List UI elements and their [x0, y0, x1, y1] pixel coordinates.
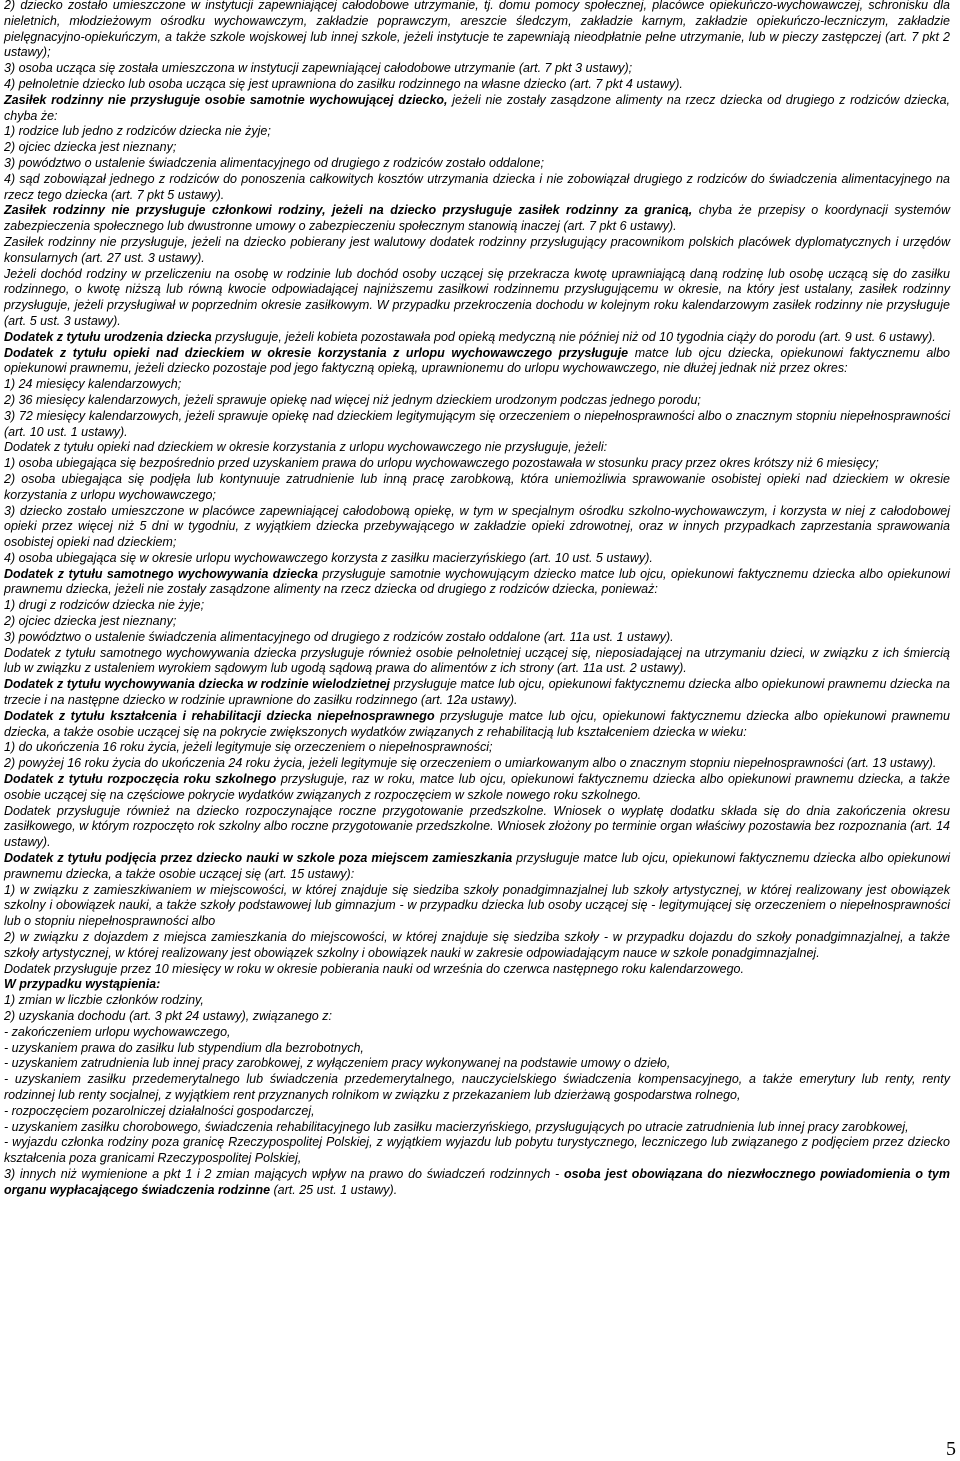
- text-run: 4) pełnoletnie dziecko lub osoba ucząca się jest uprawniona do zasiłku rodzinnego na własne dziecko (art. 7 pkt 4 ustawy).: [4, 76, 683, 91]
- text-run: - rozpoczęciem pozarolniczej działalności gospodarczej,: [4, 1103, 315, 1118]
- paragraph: [4, 124, 950, 140]
- paragraph: [4, 1072, 950, 1104]
- text-run: 2) w związku z dojazdem z miejsca zamieszkania do miejscowości, w której znajduje się siedziba szkoły - w przypadku dojazdu do szkoły ponadgimnazjalnej, a także szkoły artystycznej, w której realizowany jest obowiązek szkolny i obowiązek nauki w zakresie odpowiadającym nauce w szkole ponadgimnazjalnej.: [4, 930, 950, 960]
- paragraph: [4, 993, 950, 1009]
- text-run: 3) 72 miesięcy kalendarzowych, jeżeli sprawuje opiekę nad dzieckiem legitymującym się orzeczeniem o niepełnosprawności albo o znacznym stopniu niepełnosprawności (art. 10 ust. 1 ustawy).: [4, 408, 950, 439]
- text-run: - wyjazdu członka rodziny poza granicę Rzeczypospolitej Polskiej, z wyjątkiem wyjazdu lub pobytu turystycznego, leczniczego lub związanego z podjęciem przez dziecko kształcenia poza granicami Rzeczypospolitej Polskiej,: [4, 1135, 950, 1166]
- text-run: 2) ojciec dziecka jest nieznany;: [4, 614, 177, 629]
- text-run: jeżeli nie zostały zasądzone alimenty na rzecz dziecka od drugiego z rodziców dziecka, chyba że:: [4, 92, 951, 123]
- paragraph: [4, 0, 950, 61]
- paragraph: [4, 1167, 950, 1199]
- bold-text: Dodatek z tytułu kształcenia i rehabilitacji dziecka niepełnosprawnego: [4, 708, 435, 723]
- paragraph: [4, 172, 950, 204]
- paragraph: [4, 409, 950, 441]
- paragraph: [4, 440, 950, 456]
- paragraph: [4, 1104, 950, 1120]
- text-run: - uzyskaniem zasiłku chorobowego, świadczenia rehabilitacyjnego lub zasiłku macierzyńskiego, przysługujących po utracie zatrudnienia lub innej pracy zarobkowej,: [4, 1119, 909, 1134]
- page-number: 5: [946, 1438, 956, 1460]
- paragraph: [4, 962, 950, 978]
- paragraph: [4, 61, 950, 77]
- text-run: 2) powyżej 16 roku życia do ukończenia 24 roku życia, jeżeli legitymuje się orzeczeniem o umiarkowanym albo o znacznym stopniu niepełnosprawności (art. 13 ustawy).: [4, 756, 937, 771]
- paragraph: [4, 567, 950, 599]
- bold-text: Dodatek z tytułu urodzenia dziecka: [4, 329, 212, 344]
- text-run: (art. 25 ust. 1 ustawy).: [270, 1182, 398, 1197]
- paragraph: [4, 156, 950, 172]
- bold-text: Zasiłek rodzinny nie przysługuje osobie samotnie wychowującej dziecko,: [4, 92, 448, 107]
- paragraph: [4, 377, 950, 393]
- text-run: przysługuje, raz w roku, matce lub ojcu, opiekunowi faktycznemu dziecka albo opiekunowi prawnemu dziecka, a także osobie uczącej się na częściowe pokrycie wydatków związanych z rozpoczęciem w szkole nowego roku szkolnego.: [4, 772, 950, 802]
- text-run: 2) dziecko zostało umieszczone w instytucji zapewniającej całodobowe utrzymanie, tj. domu pomocy społecznej, placówce opiekuńczo-wychowawczej, schronisku dla nieletnich, młodzieżowym ośrodku wychowawczym, zakładzie poprawczym, areszcie śledczym, zakładzie karnym, zakładzie opiekuńczo-leczniczym, zakładzie pielęgnacyjno-opiekuńczym, a także szkole wojskowej lub innej szkole, jeżeli instytucje te zapewniają nieodpłatnie pełne utrzymanie, lub w pieczy zastępczej (art. 7 pkt 2 ustawy);: [4, 0, 950, 60]
- paragraph: [4, 235, 950, 267]
- paragraph: [4, 646, 950, 678]
- document-body: [4, 0, 950, 1199]
- text-run: 3) osoba ucząca się została umieszczona w instytucji zapewniającej całodobowe utrzymanie (art. 7 pkt 3 ustawy);: [4, 61, 633, 76]
- text-run: 2) ojciec dziecka jest nieznany;: [4, 140, 177, 155]
- paragraph: [4, 804, 950, 851]
- paragraph: [4, 1041, 950, 1057]
- paragraph: [4, 504, 950, 551]
- text-run: przysługuje samotnie wychowującym dziecko matce lub ojcu, opiekunowi faktycznemu dziecka albo opiekunowi prawnemu dziecka, jeżeli nie zostały zasądzone alimenty na rzecz dziecka od drugiego z rodziców dziecka, ponieważ:: [4, 566, 950, 597]
- paragraph: [4, 756, 950, 772]
- bold-text: Dodatek z tytułu rozpoczęcia roku szkolnego: [4, 772, 277, 787]
- paragraph: [4, 772, 950, 804]
- text-run: 1) do ukończenia 16 roku życia, jeżeli legitymuje się orzeczeniem o niepełnosprawności;: [4, 740, 493, 755]
- paragraph: [4, 203, 950, 235]
- paragraph: [4, 677, 950, 709]
- text-run: 3) powództwo o ustalenie świadczenia alimentacyjnego od drugiego z rodziców zostało oddalone;: [4, 155, 544, 170]
- text-run: Dodatek przysługuje przez 10 miesięcy w roku w okresie pobierania nauki od września do czerwca następnego roku kalendarzowego.: [4, 961, 744, 976]
- bold-text: Zasiłek rodzinny nie przysługuje członkowi rodziny, jeżeli na dziecko przysługuje zasiłek rodzinny za granicą,: [4, 203, 693, 218]
- paragraph: [4, 1025, 950, 1041]
- text-run: przysługuje matce lub ojcu, opiekunowi faktycznemu dziecka albo opiekunowi prawnemu dziecka, a także osobie uczącej się na pokrycie zwiększonych wydatków związanych z rehabilitacją lub kształceniem dziecka w wieku:: [4, 708, 950, 739]
- text-run: 4) sąd zobowiązał jednego z rodziców do ponoszenia całkowitych kosztów utrzymania dziecka i nie zobowiązał drugiego z rodziców do świadczenia alimentacyjnego na rzecz tego dziecka (art. 7 pkt 5 ustawy).: [4, 171, 950, 202]
- text-run: - uzyskaniem zatrudnienia lub innej pracy zarobkowej, z wyłączeniem pracy wykonywanej na podstawie umowy o dzieło,: [4, 1056, 671, 1071]
- text-run: przysługuje matce lub ojcu, opiekunowi faktycznemu dziecka albo opiekunowi prawnemu dziecka, a także osobie uczącej się (art. 15 ustawy):: [4, 851, 951, 881]
- text-run: - uzyskaniem prawa do zasiłku lub stypendium dla bezrobotnych,: [4, 1040, 364, 1055]
- paragraph: [4, 614, 950, 630]
- paragraph: [4, 977, 950, 993]
- text-run: przysługuje matce lub ojcu, opiekunowi faktycznemu dziecka albo opiekunowi prawnemu dziecka na trzecie i na następne dziecko w rodzinie uprawnione do zasiłku rodzinnego (art. 12a ustawy).: [4, 677, 950, 708]
- paragraph: [4, 1009, 950, 1025]
- paragraph: [4, 551, 950, 567]
- text-run: przysługuje, jeżeli kobieta pozostawała pod opieką medyczną nie później niż od 10 tygodnia ciąży do porodu (art. 9 ust. 6 ustawy).: [211, 329, 936, 344]
- text-run: Jeżeli dochód rodziny w przeliczeniu na osobę w rodzinie lub dochód osoby uczącej się przekracza kwotę uprawniającą daną rodzinę lub osobę uczącą się do zasiłku rodzinnego, o kwotę niższą lub równą kwocie odpowiadającej najniższemu zasiłkowi rodzinnemu przysługującemu w okresie, na który jest ustalany, zasiłek rodzinny przysługuje, jeżeli przysługiwał w poprzednim okresie zasiłkowym. W przypadku przekroczenia dochodu w kolejnym roku kalendarzowym zasiłek rodzinny nie przysługuje (art. 5 ust. 3 ustawy).: [4, 266, 950, 328]
- text-run: 1) zmian w liczbie członków rodziny,: [4, 993, 204, 1008]
- paragraph: [4, 456, 950, 472]
- paragraph: [4, 1135, 950, 1167]
- text-run: 3) dziecko zostało umieszczone w placówce zapewniającej całodobową opiekę, w tym w specjalnym ośrodku szkolno-wychowawczym, i korzysta w niej z całodobowej opieki przez więcej niż 5 dni w tygodniu, z wyjątkiem dziecka przebywającego w zakładzie opieki zdrowotnej, oraz w innych przypadkach zaprzestania sprawowania osobistej opieki nad dzieckiem;: [4, 503, 950, 550]
- paragraph: [4, 930, 950, 962]
- text-run: - uzyskaniem zasiłku przedemerytalnego lub świadczenia przedemerytalnego, nauczycielskiego świadczenia kompensacyjnego, a także emerytury lub renty, renty rodzinnej lub renty socjalnej, z wyjątkiem rent przyznanych rolnikom w związku z przekazaniem lub dzierżawą gospodarstwa rolnego,: [4, 1072, 950, 1102]
- bold-text: Dodatek z tytułu wychowywania dziecka w rodzinie wielodzietnej: [4, 677, 390, 692]
- bold-text: Dodatek z tytułu podjęcia przez dziecko nauki w szkole poza miejscem zamieszkania: [4, 851, 513, 866]
- text-run: 2) uzyskania dochodu (art. 3 pkt 24 ustawy), związanego z:: [4, 1009, 332, 1023]
- paragraph: [4, 1120, 950, 1136]
- paragraph: [4, 77, 950, 93]
- text-run: Zasiłek rodzinny nie przysługuje, jeżeli na dziecko pobierany jest walutowy dodatek rodzinny przysługujący pracownikom polskich placówek dyplomatycznych i urzędów konsularnych (art. 27 ust. 3 ustawy).: [4, 234, 950, 265]
- bold-text: osoba jest obowiązana do niezwłocznego powiadomienia o tym organu wypłacającego świadczenia rodzinne: [4, 1166, 950, 1197]
- paragraph: [4, 267, 950, 330]
- bold-text: W przypadku wystąpienia:: [4, 977, 161, 992]
- paragraph: [4, 140, 950, 156]
- text-run: - zakończeniem urlopu wychowawczego,: [4, 1024, 231, 1039]
- text-run: matce lub ojcu dziecka, opiekunowi faktycznemu albo opiekunowi prawnemu, jeżeli dziecko pozostaje pod jego faktyczną opieką, uprawnionemu do urlopu wychowawczego, nie dłużej jednak niż przez okres:: [4, 345, 950, 376]
- paragraph: [4, 93, 950, 125]
- bold-text: Dodatek z tytułu samotnego wychowywania dziecka: [4, 566, 318, 581]
- paragraph: [4, 598, 950, 614]
- paragraph: [4, 740, 950, 756]
- paragraph: [4, 630, 950, 646]
- text-run: Dodatek przysługuje również na dziecko rozpoczynające roczne przygotowanie przedszkolne. Wniosek o wypłatę dodatku składa się do dnia zakończenia okresu zasiłkowego, w którym rozpoczęto rok szkolny albo roczne przygotowanie przedszkolne. Wniosek złożony po terminie organ właściwy pozostawia bez rozpoznania (art. 14 ustawy).: [4, 803, 950, 850]
- text-run: 4) osoba ubiegająca się w okresie urlopu wychowawczego korzysta z zasiłku macierzyńskiego (art. 10 ust. 5 ustawy).: [4, 550, 653, 565]
- text-run: 1) 24 miesięcy kalendarzowych;: [4, 377, 182, 392]
- text-run: chyba że przepisy o koordynacji systemów zabezpieczenia społecznego lub dwustronne umowy o zabezpieczeniu społecznym stanowią inaczej (art. 7 pkt 6 ustawy).: [4, 203, 950, 234]
- text-run: 2) osoba ubiegająca się podjęła lub kontynuuje zatrudnienie lub inną pracę zarobkową, która uniemożliwia sprawowanie osobistej opieki nad dzieckiem w okresie korzystania z urlopu wychowawczego;: [4, 471, 950, 502]
- paragraph: [4, 472, 950, 504]
- paragraph: [4, 330, 950, 346]
- bold-text: Dodatek z tytułu opieki nad dzieckiem w okresie korzystania z urlopu wychowawczego przysługuje: [4, 345, 629, 360]
- paragraph: [4, 393, 950, 409]
- paragraph: [4, 346, 950, 378]
- text-run: 2) 36 miesięcy kalendarzowych, jeżeli sprawuje opiekę nad więcej niż jednym dzieckiem urodzonym podczas jednego porodu;: [4, 392, 701, 407]
- paragraph: [4, 1056, 950, 1072]
- paragraph: [4, 851, 950, 883]
- paragraph: [4, 883, 950, 930]
- text-run: 3) innych niż wymienione a pkt 1 i 2 zmian mających wpływ na prawo do świadczeń rodzinnych -: [4, 1166, 564, 1181]
- text-run: 1) osoba ubiegająca się bezpośrednio przed uzyskaniem prawa do urlopu wychowawczego pozostawała w stosunku pracy przez okres krótszy niż 6 miesięcy;: [4, 456, 879, 471]
- text-run: Dodatek z tytułu opieki nad dzieckiem w okresie korzystania z urlopu wychowawczego nie przysługuje, jeżeli:: [4, 440, 608, 455]
- text-run: 1) rodzice lub jedno z rodziców dziecka nie żyje;: [4, 124, 271, 139]
- paragraph: [4, 709, 950, 741]
- text-run: Dodatek z tytułu samotnego wychowywania dziecka przysługuje również osobie pełnoletniej uczącej się, nieposiadającej na utrzymaniu dzieci, w związku z ich śmiercią lub w związku z ustaleniem wyrokiem sądowym lub ugodą sądową prawa do alimentów z ich strony (art. 11a ust. 2 ustawy).: [4, 645, 950, 676]
- text-run: 3) powództwo o ustalenie świadczenia alimentacyjnego od drugiego z rodziców zostało oddalone (art. 11a ust. 1 ustawy).: [4, 629, 674, 644]
- text-run: 1) drugi z rodziców dziecka nie żyje;: [4, 598, 205, 613]
- text-run: 1) w związku z zamieszkiwaniem w miejscowości, w której znajduje się siedziba szkoły ponadgimnazjalnej lub szkoły artystycznej, w której realizowany jest obowiązek szkolny i obowiązek nauki, a także szkoły podstawowej lub gimnazjum - w przypadku dziecka lub osoby uczącej się - legitymującej się orzeczeniem o niepełnosprawności lub o stopniu niepełnosprawności albo: [4, 882, 950, 929]
